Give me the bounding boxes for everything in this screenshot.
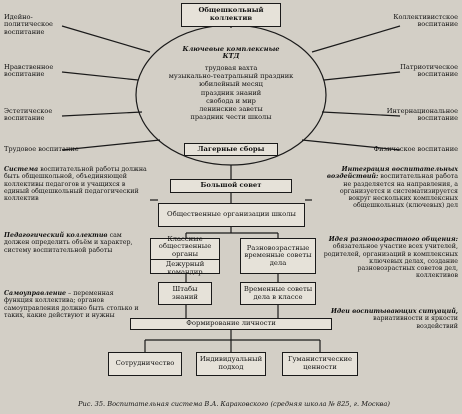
- note-situations: Идеи воспитывающих ситуаций, вариативности и яркости воздействий: [330, 308, 458, 330]
- class-orgs-box: Классные общественные органы Дежурный командир: [150, 238, 220, 274]
- duty-commander-label: Дежурный командир: [151, 259, 219, 276]
- circle-item: трудовая вахта: [204, 64, 258, 72]
- label-labour: Трудовое воспитание: [4, 145, 79, 153]
- circle-item: праздник чести школы: [190, 113, 272, 122]
- label-ideological: Идейно-политическое воспитание: [4, 13, 53, 36]
- cooperation-box: Сотрудничество: [108, 352, 182, 376]
- note-integration: Интеграция воспитательных воздействий: воспитательная работа не разделяется на направления, а организуется и систематизируется вокруг нескольких комплексных общешкольных (ключевых) дел: [326, 166, 458, 210]
- label-moral: Нравственное воспитание: [4, 63, 54, 79]
- note-mixed-age: Идея разновозрастного общения: обязательное участие всех учителей, родителей, организаций в комплексных ключевых делах, создание разновозрастных советов дел, коллективов: [323, 236, 458, 280]
- individual-box: Индивидуальный подход: [196, 352, 266, 376]
- public-orgs-box: Общественные организации школы: [158, 203, 305, 227]
- personality-box: Формирование личности: [130, 318, 332, 330]
- mixed-age-councils-box: Разновозрастные временные советы дела: [240, 238, 316, 274]
- label-aesthetic: Эстетическое воспитание: [4, 107, 53, 123]
- note-self-government: Самоуправление – переменная функция коллектива; органов самоуправления должно быть столько и таких, какие действуют и нужны: [4, 290, 139, 319]
- big-council-box: Большой совет: [170, 179, 292, 193]
- circle-item: праздник знаний: [200, 88, 262, 97]
- circle-items: [147, 64, 315, 121]
- circle-item: музыкально-театральный праздник: [168, 72, 294, 81]
- label-patriotic: Патриотическое воспитание: [400, 63, 458, 79]
- circle-item: свобода и мир: [206, 96, 256, 105]
- camp-box: Лагерные сборы: [184, 143, 278, 156]
- circle-item: ленинские заветы: [199, 105, 263, 114]
- label-international: Интернациональное воспитание: [386, 107, 458, 123]
- figure-caption: Рис. 35. Воспитательная система В.А. Караковского (средняя школа № 825, г. Москва): [78, 400, 390, 408]
- circle-title: Ключевые комплексные КТД: [182, 45, 280, 61]
- label-collectivist: Коллективистское воспитание: [393, 13, 458, 29]
- circle-item: юбилейный месяц: [199, 80, 263, 89]
- note-ped-collective: Педагогический коллектив сам должен определить объём и характер, систему воспитательной работы: [4, 232, 133, 254]
- note-system: Система воспитательной работы должна быть общешкольной, объединяющей коллективы педагогов и учащихся в единый общешкольный педагогический коллектив: [4, 166, 147, 203]
- label-physical: Физическое воспитание: [373, 145, 458, 153]
- temp-class-councils-box: Временные советы дела в классе: [240, 282, 316, 305]
- top-box-general-collective: Общешкольный коллектив: [181, 3, 281, 27]
- humanistic-box: Гуманистические ценности: [282, 352, 358, 376]
- knowledge-hq-box: Штабы знаний: [158, 282, 212, 305]
